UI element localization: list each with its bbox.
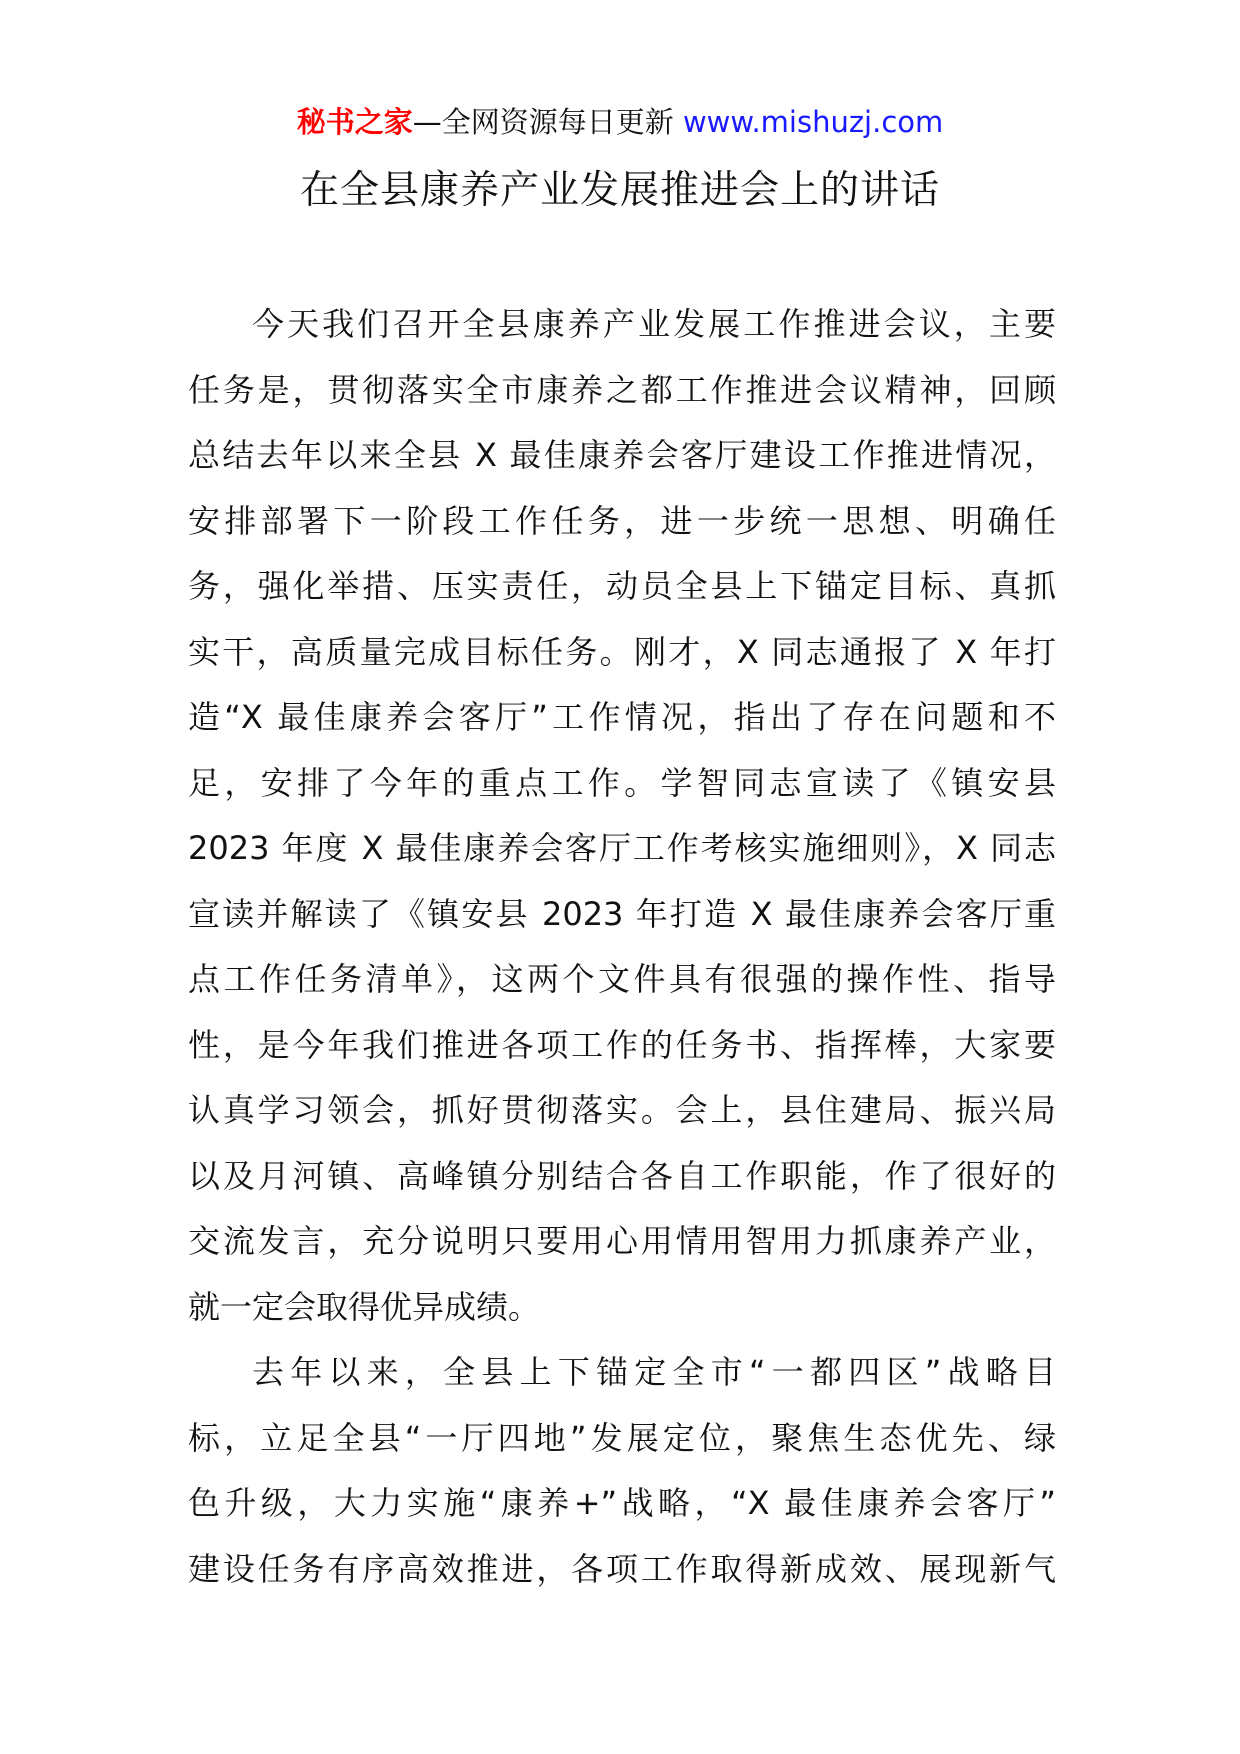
- document-body: [188, 292, 1056, 1602]
- paragraph-line: 实干，高质量完成目标任务。刚才，X 同志通报了 X 年打: [188, 632, 1056, 671]
- paragraph-line: 任务是，贯彻落实全市康养之都工作推进会议精神，回顾: [188, 370, 1056, 409]
- paragraph-line: 去年以来，全县上下锚定全市“一都四区”战略目: [252, 1353, 1056, 1391]
- paragraph-line: 2023 年度 X 最佳康养会客厅工作考核实施细则》，X 同志: [188, 829, 1056, 867]
- paragraph-1: [188, 292, 1056, 1340]
- paragraph-2: [188, 1340, 1056, 1602]
- paragraph-line: 认真学习领会，抓好贯彻落实。会上，县住建局、振兴局: [188, 1091, 1056, 1129]
- paragraph-line: 安排部署下一阶段工作任务，进一步统一思想、明确任: [188, 501, 1056, 540]
- paragraph-line: 点工作任务清单》，这两个文件具有很强的操作性、指导: [188, 960, 1056, 998]
- paragraph-line: 足，安排了今年的重点工作。学智同志宣读了《镇安县: [188, 763, 1056, 802]
- site-brand: 秘书之家: [296, 105, 413, 139]
- site-header: [0, 102, 1240, 142]
- paragraph-line: 今天我们召开全县康养产业发展工作推进会议，主要: [252, 305, 1056, 343]
- document-title: 在全县康养产业发展推进会上的讲话: [299, 168, 940, 213]
- paragraph-line: 建设任务有序高效推进，各项工作取得新成效、展现新气: [188, 1549, 1056, 1588]
- paragraph-line: 造“X 最佳康养会客厅”工作情况，指出了存在问题和不: [188, 698, 1056, 736]
- paragraph-line: 交流发言，充分说明只要用心用情用智用力抓康养产业，: [188, 1222, 1056, 1260]
- site-tagline: —全网资源每日更新: [412, 105, 674, 139]
- paragraph-line: 务，强化举措、压实责任，动员全县上下锚定目标、真抓: [188, 567, 1056, 605]
- paragraph-line: 性，是今年我们推进各项工作的任务书、指挥棒，大家要: [188, 1025, 1056, 1064]
- paragraph-line: 标，立足全县“一厅四地”发展定位，聚焦生态优先、绿: [188, 1418, 1056, 1457]
- paragraph-line: 总结去年以来全县 X 最佳康养会客厅建设工作推进情况，: [188, 436, 1056, 474]
- site-url-link[interactable]: www.mishuzj.com: [682, 105, 944, 139]
- paragraph-line: 宣读并解读了《镇安县 2023 年打造 X 最佳康养会客厅重: [188, 894, 1056, 933]
- paragraph-line: 色升级，大力实施“康养+”战略，“X 最佳康养会客厅”: [188, 1484, 1056, 1522]
- paragraph-line: 就一定会取得优异成绩。: [188, 1287, 541, 1326]
- paragraph-line: 以及月河镇、高峰镇分别结合各自工作职能，作了很好的: [188, 1156, 1056, 1195]
